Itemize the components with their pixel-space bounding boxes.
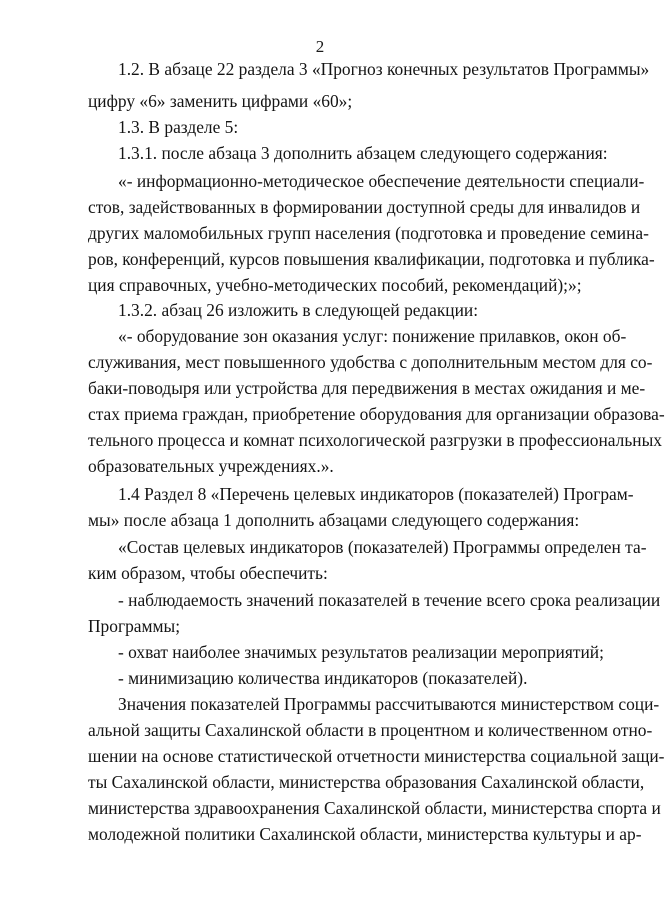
text-line: мы» после абзаца 1 дополнить абзацами следующего содержания: bbox=[88, 510, 580, 530]
text-line: «Состав целевых индикаторов (показателей) Программы определен та- bbox=[118, 537, 647, 557]
text-line: баки-поводыря или устройства для передвижения в местах ожидания и ме- bbox=[88, 378, 646, 398]
text-line: ты Сахалинской области, министерства образования Сахалинской области, bbox=[88, 772, 645, 792]
text-line: Программы; bbox=[88, 616, 181, 636]
text-line: 1.3.1. после абзаца 3 дополнить абзацем следующего содержания: bbox=[118, 143, 608, 163]
text-line: молодежной политики Сахалинской области, министерства культуры и ар- bbox=[88, 824, 642, 844]
text-line: альной защиты Сахалинской области в процентном и количественном отно- bbox=[88, 720, 653, 740]
text-line: Значения показателей Программы рассчитываются министерством соци- bbox=[118, 694, 660, 714]
text-line: 1.3.2. абзац 26 изложить в следующей редакции: bbox=[118, 300, 479, 320]
text-line: - минимизацию количества индикаторов (показателей). bbox=[118, 668, 528, 688]
text-line: стах приема граждан, приобретение оборудования для организации образова- bbox=[88, 404, 665, 424]
text-line: шении на основе статистической отчетности министерства социальной защи- bbox=[88, 746, 665, 766]
text-line: 1.3. В разделе 5: bbox=[118, 117, 239, 137]
text-line: стов, задействованных в формировании доступной среды для инвалидов и bbox=[88, 197, 641, 217]
text-line: ция справочных, учебно-методических пособий, рекомендаций);»; bbox=[88, 275, 582, 295]
page-number: 2 bbox=[315, 37, 325, 56]
text-line: цифру «6» заменить цифрами «60»; bbox=[88, 91, 353, 111]
text-line: «- информационно-методическое обеспечение деятельности специали- bbox=[118, 171, 645, 191]
text-line: «- оборудование зон оказания услуг: понижение прилавков, окон об- bbox=[118, 326, 627, 346]
text-line: 1.2. В абзаце 22 раздела 3 «Прогноз конечных результатов Программы» bbox=[118, 59, 650, 79]
text-line: ким образом, чтобы обеспечить: bbox=[88, 563, 328, 583]
text-line: - наблюдаемость значений показателей в течение всего срока реализации bbox=[118, 590, 661, 610]
text-line: других маломобильных групп населения (подготовка и проведение семина- bbox=[88, 223, 649, 243]
text-line: - охват наиболее значимых результатов реализации мероприятий; bbox=[118, 642, 604, 662]
text-line: 1.4 Раздел 8 «Перечень целевых индикаторов (показателей) Програм- bbox=[118, 484, 634, 504]
text-line: образовательных учреждениях.». bbox=[88, 456, 334, 476]
text-line: тельного процесса и комнат психологической разгрузки в профессиональных bbox=[88, 430, 662, 450]
text-line: ров, конференций, курсов повышения квалификации, подготовка и публика- bbox=[88, 249, 655, 269]
text-line: министерства здравоохранения Сахалинской области, министерства спорта и bbox=[88, 798, 661, 818]
text-line: служивания, мест повышенного удобства с дополнительным местом для со- bbox=[88, 352, 653, 372]
